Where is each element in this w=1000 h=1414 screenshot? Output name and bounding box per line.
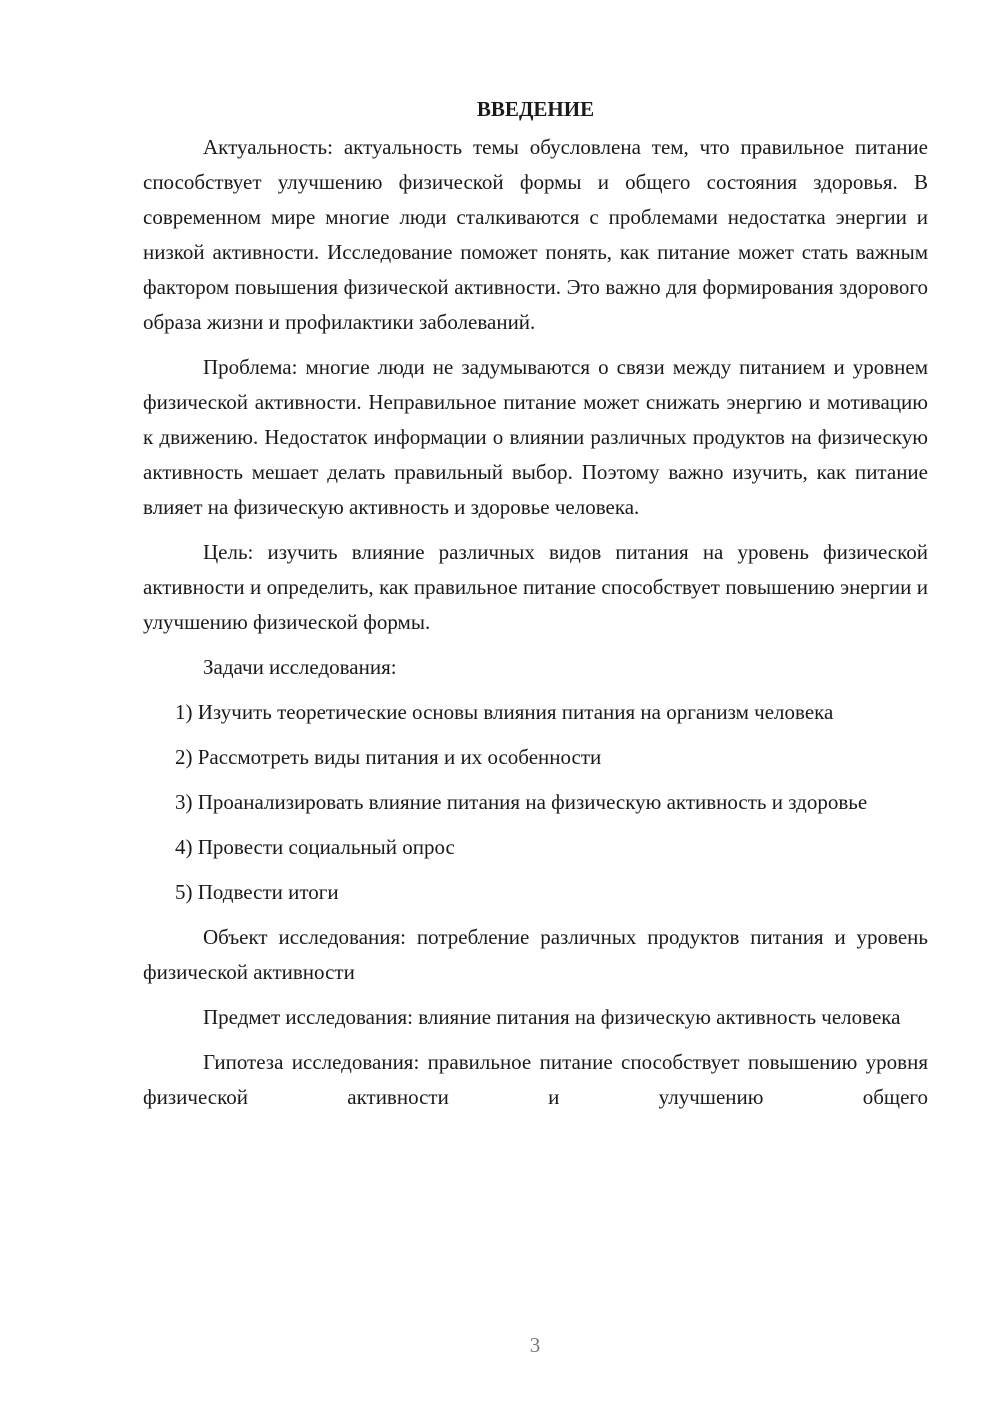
goal-paragraph: Цель: изучить влияние различных видов питания на уровень физической активности и определить, как правильное питание способствует повышению энергии и улучшению физической формы. — [143, 540, 928, 634]
task-item-2: 2) Рассмотреть виды питания и их особенности — [175, 745, 602, 769]
task-item-4: 4) Провести социальный опрос — [175, 835, 455, 859]
document-page — [143, 92, 928, 1125]
tasks-title: Задачи исследования: — [203, 655, 397, 679]
relevance-paragraph: Актуальность: актуальность темы обусловлена тем, что правильное питание способствует улучшению физической формы и общего состояния здоровья. В современном мире многие люди сталкиваются с проблемами недостатка энергии и низкой активности. Исследование поможет понять, как питание может стать важным фактором повышения физической активности. Это важно для формирования здорового образа жизни и профилактики заболеваний. — [143, 135, 928, 334]
task-item-1: 1) Изучить теоретические основы влияния питания на организм человека — [175, 700, 834, 724]
task-item-3: 3) Проанализировать влияние питания на физическую активность и здоровье — [175, 790, 868, 814]
subject-paragraph: Предмет исследования: влияние питания на физическую активность человека — [203, 1005, 901, 1029]
problem-paragraph: Проблема: многие люди не задумываются о связи между питанием и уровнем физической активности. Неправильное питание может снижать энергию и мотивацию к движению. Недостаток информации о влиянии различных продуктов на физическую активность мешает делать правильный выбор. Поэтому важно изучить, как питание влияет на физическую активность и здоровье человека. — [143, 355, 928, 519]
section-heading: ВВЕДЕНИЕ — [476, 97, 595, 121]
object-paragraph: Объект исследования: потребление различных продуктов питания и уровень физической активности — [143, 925, 928, 984]
task-item-5: 5) Подвести итоги — [175, 880, 339, 904]
page-number: 3 — [529, 1333, 541, 1357]
hypothesis-paragraph: Гипотеза исследования: правильное питание способствует повышению уровня физической активности и улучшению общего — [143, 1050, 928, 1109]
